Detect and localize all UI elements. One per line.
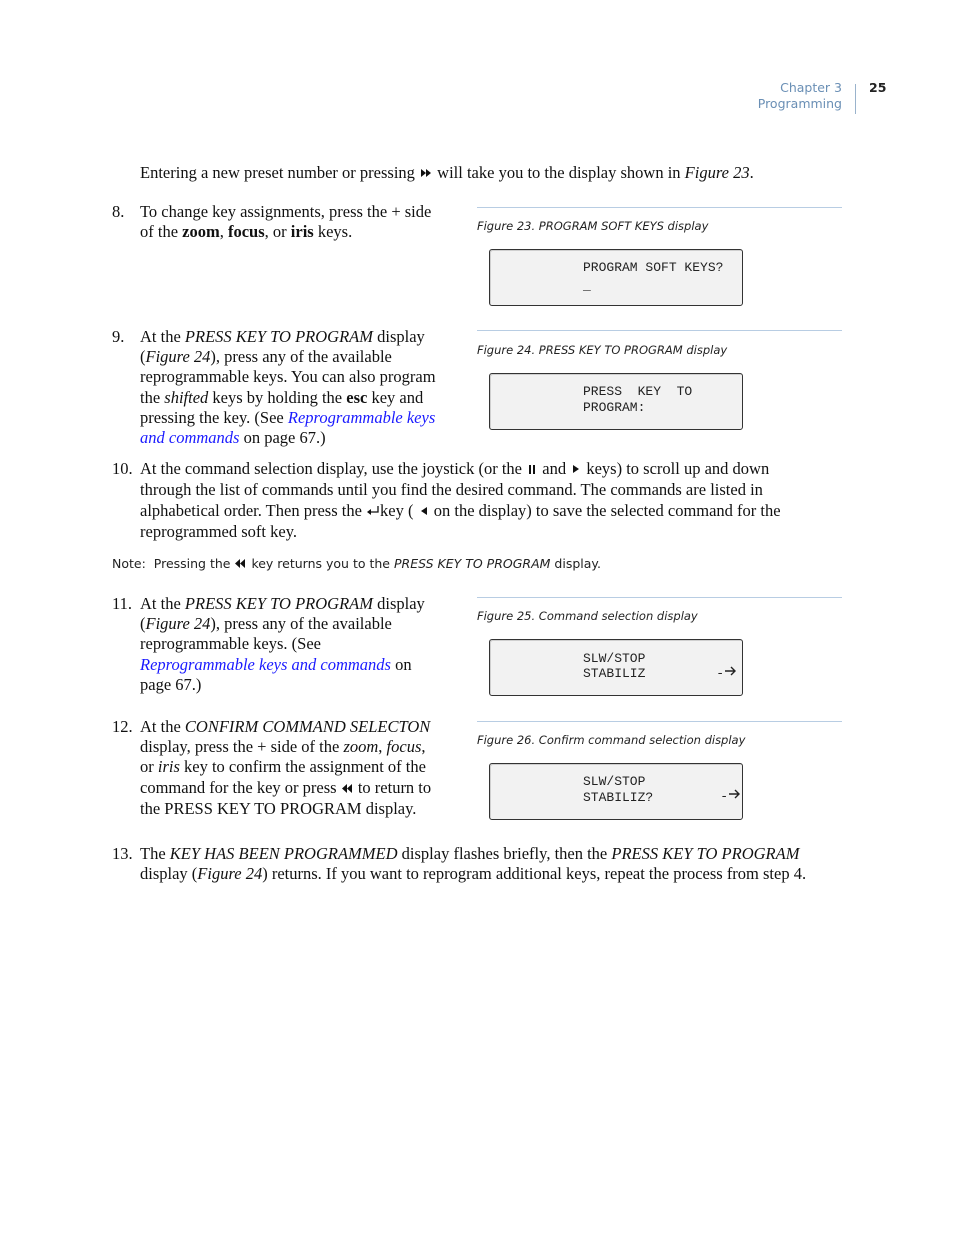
display-line: PROGRAM SOFT KEYS? — [583, 260, 724, 275]
note — [112, 556, 601, 572]
header-section: Programming — [757, 96, 842, 111]
step-13-line: The KEY HAS BEEN PROGRAMMED display flashes briefly, then the PRESS KEY TO PROGRAM — [140, 844, 800, 863]
step-13-line: display (Figure 24) returns. If you want to reprogram additional keys, repeat the process from step 4. — [140, 864, 807, 884]
step-12-line: command for the key or press to return to — [140, 778, 460, 799]
reprogrammable-keys-link[interactable]: and commands — [140, 428, 240, 448]
step-12-line: At the CONFIRM COMMAND SELECTON — [140, 717, 431, 736]
step-10-line: alphabetical order. Then press the key ( on the display) to save the selected command for the — [140, 501, 840, 522]
step-13-number: 13. — [112, 844, 133, 863]
right-arrow-icon — [728, 788, 741, 805]
step-10-text — [140, 459, 840, 542]
step-9-line: At the PRESS KEY TO PROGRAM display — [140, 327, 425, 346]
step-11-number: 11. — [112, 594, 133, 613]
step-13-text — [140, 844, 840, 884]
figure-24-display — [489, 373, 743, 430]
step-9-line: and commands on page 67.) — [140, 428, 326, 448]
enter-return-icon — [366, 502, 380, 522]
figure-23-rule — [477, 207, 842, 208]
left-triangle-icon — [418, 502, 430, 522]
display-cursor: _ — [583, 278, 591, 293]
intro-text-end: . — [749, 163, 754, 182]
figure-26-caption: Figure 26. Confirm command selection display — [477, 733, 746, 747]
step-9-line: the shifted keys by holding the esc key and — [140, 387, 424, 407]
display-line: - — [685, 649, 737, 698]
step-11-line: reprogrammable keys. (See — [140, 634, 321, 654]
rewind-icon — [234, 557, 247, 572]
step-9-line: reprogrammable keys. You can also program — [140, 367, 436, 387]
step-11-line: Reprogrammable keys and commands on — [140, 654, 412, 674]
step-12-line: or iris key to confirm the assignment of the — [140, 757, 426, 777]
display-line: SLW/STOP — [583, 774, 646, 789]
display-line: PRESS KEY TO — [583, 384, 693, 399]
figure-24-caption: Figure 24. PRESS KEY TO PROGRAM display — [477, 343, 728, 357]
step-9-text — [140, 327, 460, 448]
step-10-number: 10. — [112, 459, 133, 478]
step-11-line: (Figure 24), press any of the available — [140, 614, 392, 634]
intro-text-before: Entering a new preset number or pressing — [140, 163, 415, 182]
step-12-text — [140, 717, 460, 819]
display-line: SLW/STOP — [583, 651, 646, 666]
intro-paragraph — [140, 163, 754, 184]
step-11-line: At the PRESS KEY TO PROGRAM display — [140, 594, 425, 613]
figure-23-display — [489, 249, 743, 306]
display-line: STABILIZ — [583, 666, 646, 681]
step-10-line: reprogrammed soft key. — [140, 521, 297, 541]
page-number: 25 — [869, 80, 887, 95]
display-line: - — [689, 772, 741, 821]
figure-24-rule — [477, 330, 842, 331]
step-12-number: 12. — [112, 717, 133, 736]
note-text: key returns you to the — [251, 556, 390, 571]
step-8-line: To change key assignments, press the + side — [140, 202, 432, 221]
display-line: PROGRAM: — [583, 400, 646, 415]
header-chapter: Chapter 3 — [780, 80, 842, 95]
figure-26-display — [489, 763, 743, 820]
step-11-line: page 67.) — [140, 674, 202, 694]
step-8-number: 8. — [112, 202, 125, 221]
rewind-icon — [341, 779, 354, 799]
note-text: Pressing the — [153, 556, 231, 571]
step-11-text — [140, 594, 460, 695]
step-12-line: the PRESS KEY TO PROGRAM display. — [140, 798, 417, 818]
right-triangle-icon — [570, 460, 582, 480]
step-12-line: display, press the + side of the zoom, focus, — [140, 737, 426, 757]
header-divider — [855, 84, 856, 114]
intro-text-middle: will take you to the display shown in — [437, 163, 681, 182]
step-8-text — [140, 202, 460, 242]
note-label: Note: — [112, 556, 146, 571]
figure-26-rule — [477, 721, 842, 722]
display-line: STABILIZ? — [583, 790, 654, 805]
reprogrammable-keys-link[interactable]: Reprogrammable keys and commands — [140, 654, 391, 674]
step-8-line: of the zoom, focus, or iris keys. — [140, 222, 353, 242]
note-text: display. — [554, 556, 601, 571]
figure-23-caption: Figure 23. PROGRAM SOFT KEYS display — [477, 219, 709, 233]
figure-25-caption: Figure 25. Command selection display — [477, 609, 698, 623]
step-9-line: (Figure 24), press any of the available — [140, 347, 392, 367]
step-9-line: pressing the key. (See Reprogrammable keys — [140, 407, 436, 427]
step-10-line: through the list of commands until you find the desired command. The commands are listed in — [140, 480, 763, 500]
note-text: PRESS KEY TO PROGRAM — [393, 556, 551, 571]
right-arrow-icon — [724, 665, 737, 682]
figure-25-rule — [477, 597, 842, 598]
step-10-line: At the command selection display, use the joystick (or the and keys) to scroll up and down — [140, 459, 840, 480]
step-9-number: 9. — [112, 327, 125, 346]
fast-forward-icon — [419, 164, 433, 184]
intro-figure-ref: Figure 23 — [684, 163, 750, 182]
reprogrammable-keys-link[interactable]: Reprogrammable keys — [287, 407, 436, 427]
figure-25-display — [489, 639, 743, 696]
pause-icon — [526, 460, 538, 480]
